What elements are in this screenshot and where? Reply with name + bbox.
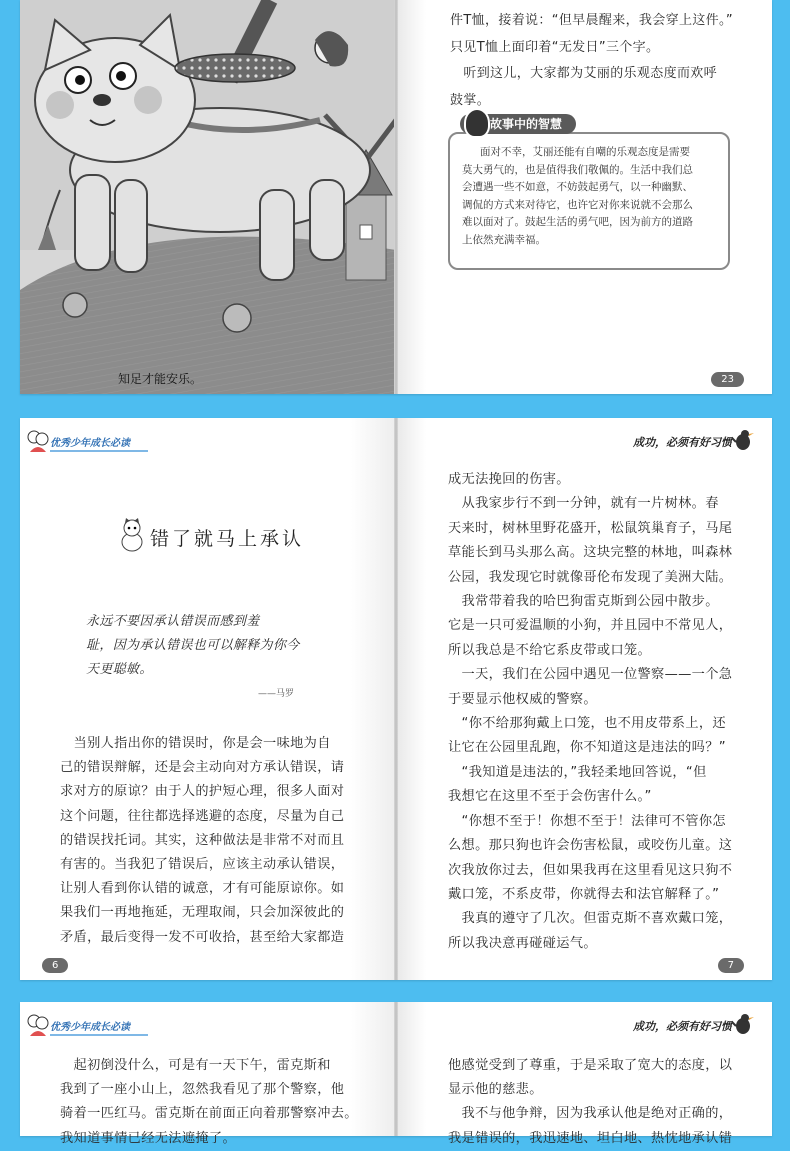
owl-icon	[464, 108, 490, 138]
spine	[394, 0, 398, 394]
wisdom-line: 面对不幸，艾丽还能有自嘲的乐观态度是需要	[480, 146, 690, 158]
text-line: 有害的。当我犯了错误后，应该主动承认错误，	[60, 857, 345, 873]
epigraph	[86, 610, 300, 682]
spine	[394, 418, 398, 980]
text-line: 件T恤，接着说：“但早晨醒来，我会穿上这件。”	[450, 13, 733, 28]
text-line: 只见T恤上面印着“无发日”三个字。	[450, 39, 660, 55]
text-line: 鼓掌。	[450, 92, 491, 108]
page-number: 6	[42, 958, 68, 973]
text-line: 次我放你过去，但如果我再在这里看见这只狗不	[448, 862, 733, 878]
illustration-caption: 知足才能安乐。	[118, 372, 203, 386]
text-line: 草能长到马头那么高。这块完整的林地，叫森林	[448, 545, 733, 561]
page-right-9	[396, 1002, 772, 1146]
wisdom-box	[448, 132, 730, 270]
text-line: 我知道事情已经无法遮掩了。	[60, 1130, 236, 1146]
text-line: 的错误找托词。其实，这种做法是非常不对而且	[60, 832, 345, 848]
text-line: 当别人指出你的错误时，你是会一味地为自	[60, 736, 331, 751]
text-line: 我常带着我的哈巴狗雷克斯到公园中散步。	[448, 594, 719, 610]
text-line: 听到这儿，大家都为艾丽的乐观态度而欢呼	[450, 66, 718, 81]
wisdom-line: 调侃的方式来对待它，也许它对你来说就不会那么	[462, 198, 693, 211]
chapter-title: 错了就马上承认	[150, 528, 305, 550]
text-line: 让别人看到你认错的诚意，才有可能原谅你。如	[60, 881, 345, 897]
text-line: “我知道是违法的，”我轻柔地回答说，“但	[448, 764, 707, 780]
kids-logo-icon	[26, 428, 50, 458]
kids-logo-icon	[26, 1012, 50, 1042]
body-text-left	[60, 732, 344, 950]
header-left-title: 优秀少年成长必读	[50, 438, 130, 449]
text-line: 我不与他争辩，因为我承认他是绝对正确的，	[448, 1106, 733, 1122]
page-left-illustration	[20, 0, 396, 394]
quote-author: ——马罗	[258, 689, 295, 699]
text-line: “你不给那狗戴上口笼，也不用皮带系上，还	[448, 716, 726, 732]
header-left-title: 优秀少年成长必读	[50, 1022, 130, 1033]
text-line: 求对方的原谅？由于人的护短心理，很多人面对	[60, 784, 345, 800]
header-underline	[50, 1034, 148, 1036]
header-right-title: 成功，必须有好习惯	[633, 1020, 732, 1033]
cat-title-icon	[120, 518, 144, 556]
header-underline	[50, 450, 148, 452]
text-line: 我是错误的，我迅速地、坦白地、热忱地承认错	[448, 1130, 733, 1146]
wisdom-text	[462, 144, 693, 250]
spine	[394, 1002, 398, 1136]
text-line: 他感觉受到了尊重，于是采取了宽大的态度，以	[448, 1058, 733, 1073]
text-line: 一天，我们在公园中遇见一位警察——一个急	[448, 667, 733, 683]
text-line: 我想它在这里不至于会伤害什么。”	[448, 789, 652, 805]
page-number: 7	[718, 958, 744, 973]
wisdom-line: 会遭遇一些不如意，不妨鼓起勇气，以一种幽默、	[462, 181, 693, 194]
text-line: 起初倒没什么，可是有一天下午，雷克斯和	[60, 1058, 331, 1073]
cat-illustration	[20, 0, 396, 394]
quote-line: 耻，因为承认错误也可以解释为你今	[86, 638, 300, 653]
text-line: 所以我总是不给它系皮带或口笼。	[448, 642, 652, 658]
text-line: 公园，我发现它时就像哥伦布发现了美洲大陆。	[448, 569, 733, 585]
page-right-23	[396, 0, 772, 394]
text-line: 我到了一座小山上，忽然我看见了那个警察，他	[60, 1082, 345, 1098]
page-left-6	[20, 418, 396, 980]
text-line: 果我们一再地拖延，无理取闹，只会加深彼此的	[60, 905, 345, 921]
quote-line: 天更聪敏。	[86, 662, 153, 677]
text-line: 么想。那只狗也许会伤害松鼠，或咬伤儿童。这	[448, 838, 733, 854]
body-text-right	[448, 468, 732, 956]
wisdom-line: 上依然充满幸福。	[462, 233, 546, 246]
text-line: 所以我决意再碰碰运气。	[448, 935, 597, 951]
text-line: 这个问题，往往都选择逃避的态度，尽量为自己	[60, 808, 345, 824]
bird-icon	[732, 428, 754, 456]
page-number: 23	[711, 372, 744, 387]
text-line: 成无法挽回的伤害。	[448, 472, 570, 487]
text-line: 它是一只可爱温顺的小狗，并且园中不常见人，	[448, 618, 733, 634]
wisdom-title: 故事中的智慧	[490, 117, 563, 131]
text-line: 己的错误辩解，还是会主动向对方承认错误，请	[60, 760, 345, 776]
header-right-title: 成功，必须有好习惯	[633, 436, 732, 449]
body-text-left	[60, 1054, 358, 1151]
text-line: 戴口笼，不系皮带，你就得去和法官解释了。”	[448, 886, 720, 902]
page-left-8	[20, 1002, 396, 1146]
text-line: 我真的遵守了几次。但雷克斯不喜欢戴口笼，	[448, 911, 733, 927]
text-line: 从我家步行不到一分钟，就有一片树林。春	[448, 496, 719, 512]
wisdom-line: 难以面对了。鼓起生活的勇气吧，因为前方的道路	[462, 216, 693, 229]
wisdom-title-badge	[460, 114, 576, 134]
text-line: 骑着一匹红马。雷克斯在前面正向着那警察冲去。	[60, 1106, 358, 1122]
text-line: 让它在公园里乱跑，你不知道这是违法的吗？”	[448, 740, 726, 756]
story-ending	[450, 8, 733, 114]
text-line: “你想不至于！你想不至于！法律可不管你怎	[448, 813, 726, 829]
text-line: 显示他的慈悲。	[448, 1082, 543, 1098]
body-text-right	[448, 1054, 732, 1151]
spread-1	[20, 0, 772, 394]
text-line: 于要显示他权威的警察。	[448, 691, 597, 707]
text-line: 天来时，树林里野花盛开，松鼠筑巢育子，马尾	[448, 520, 733, 536]
spread-3	[20, 1002, 772, 1146]
quote-line: 永远不要因承认错误而感到羞	[86, 614, 260, 629]
bird-icon	[732, 1012, 754, 1040]
spread-2	[20, 418, 772, 980]
text-line: 矛盾，最后变得一发不可收拾，甚至给大家都造	[60, 929, 345, 945]
page-right-7	[396, 418, 772, 980]
wisdom-line: 莫大勇气的，也是值得我们敬佩的。生活中我们总	[462, 163, 693, 176]
